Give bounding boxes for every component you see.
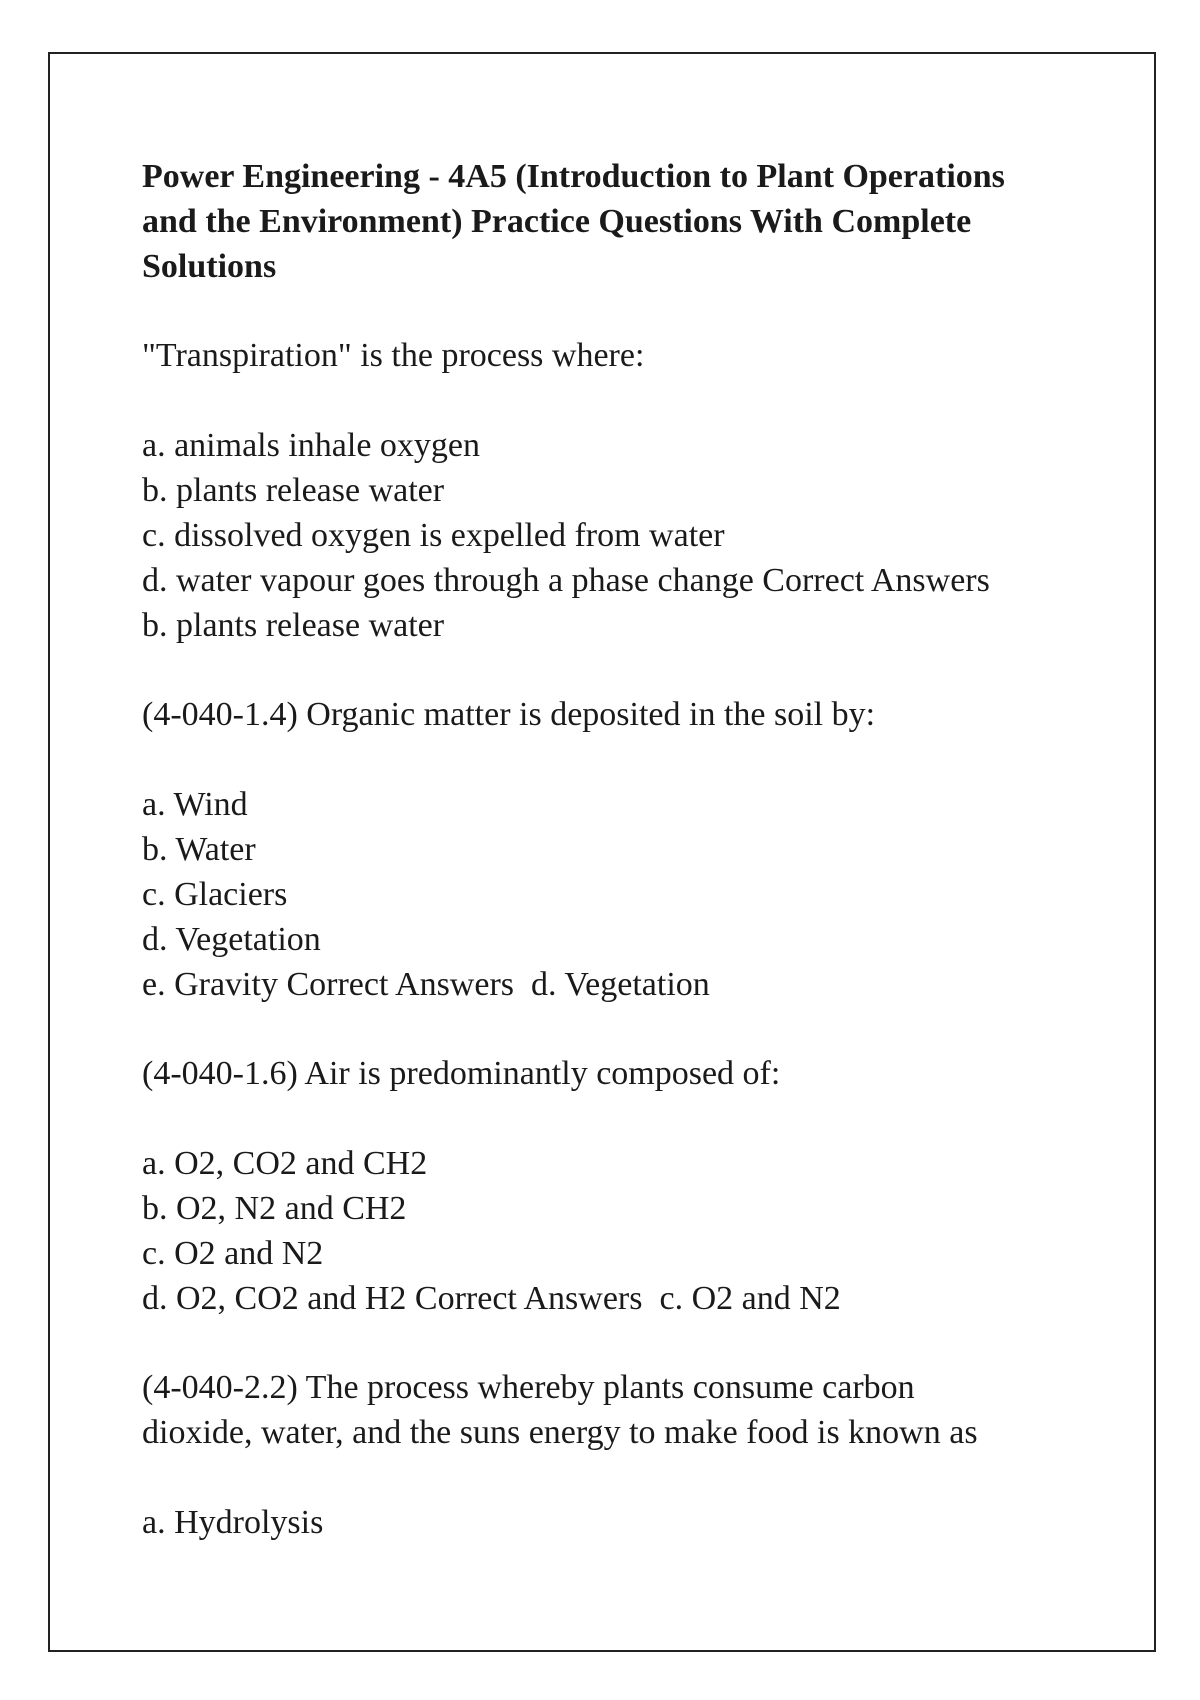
question-photosynthesis <box>142 1365 1062 1545</box>
answer-option-d-with-correct-answer: d. O2, CO2 and H2 Correct Answers c. O2 and N2 <box>142 1280 841 1317</box>
answer-option-a: a. Hydrolysis <box>142 1504 324 1541</box>
question-air-composition <box>142 1051 1062 1321</box>
answer-option-a: a. Wind <box>142 786 248 823</box>
answer-option-c: c. Glaciers <box>142 876 288 913</box>
document-title: Power Engineering - 4A5 (Introduction to Plant Operations and the Environment) Practice Questions With Complete Solutions <box>142 158 1005 285</box>
question-prompt: (4-040-2.2) The process whereby plants consume carbon dioxide, water, and the suns energy to make food is known as <box>142 1369 978 1451</box>
correct-answer: b. plants release water <box>142 607 445 644</box>
answer-option-b: b. Water <box>142 831 256 868</box>
question-prompt: (4-040-1.6) Air is predominantly composed of: <box>142 1055 781 1092</box>
question-transpiration <box>142 333 1062 648</box>
document-body <box>142 154 1062 1589</box>
answer-option-a: a. O2, CO2 and CH2 <box>142 1145 428 1182</box>
answer-option-b: b. plants release water <box>142 472 445 509</box>
answer-option-d: d. Vegetation <box>142 921 321 958</box>
answer-option-d: d. water vapour goes through a phase change Correct Answers <box>142 562 990 599</box>
answer-option-b: b. O2, N2 and CH2 <box>142 1190 407 1227</box>
question-prompt: "Transpiration" is the process where: <box>142 337 645 374</box>
answer-option-a: a. animals inhale oxygen <box>142 427 481 464</box>
answer-option-c: c. dissolved oxygen is expelled from water <box>142 517 725 554</box>
answer-option-c: c. O2 and N2 <box>142 1235 324 1272</box>
question-organic-matter <box>142 692 1062 1007</box>
question-prompt: (4-040-1.4) Organic matter is deposited in the soil by: <box>142 696 876 733</box>
answer-option-e-with-correct-answer: e. Gravity Correct Answers d. Vegetation <box>142 966 710 1003</box>
